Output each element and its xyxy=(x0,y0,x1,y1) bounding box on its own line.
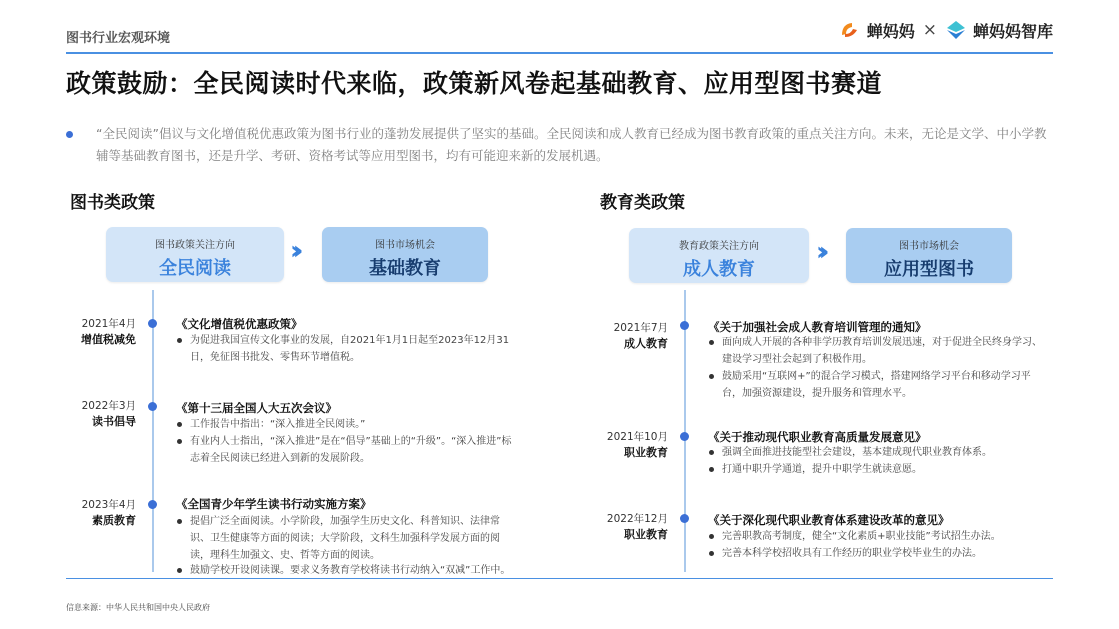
right-entry-policy: 《关于深化现代职业教育体系建设改革的意见》 xyxy=(708,513,950,527)
left-entry-date xyxy=(66,316,136,348)
zhiku-logo-icon xyxy=(945,19,967,41)
left-opportunity-value: 基础教育 xyxy=(369,258,441,279)
bullet-dot-icon xyxy=(709,534,714,539)
source-note: 信息来源：中华人民共和国中央人民政府 xyxy=(66,603,210,612)
right-entry-bullet xyxy=(722,528,1044,545)
left-opportunity-caption: 图书市场机会 xyxy=(375,240,435,251)
right-entry-date xyxy=(596,320,668,352)
intro-paragraph: “全民阅读”倡议与文化增值税优惠政策为图书行业的蓬勃发展提供了坚实的基础。全民阅读和成人教育已经成为图书教育政策的重点关注方向。未来，无论是文学、中小学教辅等基础教育图书，还是升学、考研、资格考试等应用型图书，均有可能迎来新的发展机遇。 xyxy=(96,126,1047,163)
right-entry-policy: 《关于推动现代职业教育高质量发展意见》 xyxy=(708,430,927,444)
left-entry-tag: 素质教育 xyxy=(92,514,136,527)
left-entry-policy: 《第十三届全国人大五次会议》 xyxy=(176,401,337,415)
bullet-text: 面向成人开展的各种非学历教育培训发展迅速，对于促进全民终身学习、建设学习型社会起到了积极作用。 xyxy=(722,337,1042,365)
right-entry-tag: 成人教育 xyxy=(624,337,668,350)
left-entry-date-text: 2022年3月 xyxy=(81,400,136,412)
left-entry-bullet xyxy=(190,416,510,433)
intro-bullet-icon xyxy=(66,131,73,138)
right-entry-bullet xyxy=(722,444,1044,461)
bullet-text: 有业内人士指出，“深入推进”是在“倡导”基础上的“升级”。“深入推进”标志着全民阅读已经进入到新的发展阶段。 xyxy=(190,436,512,464)
bullet-dot-icon xyxy=(177,568,182,573)
right-entry-tag: 职业教育 xyxy=(624,446,668,459)
bullet-dot-icon xyxy=(177,519,182,524)
bullet-dot-icon xyxy=(709,551,714,556)
left-entry-date-text: 2023年4月 xyxy=(81,499,136,511)
bullet-dot-icon xyxy=(177,338,182,343)
logo-left-text: 蝉妈妈 xyxy=(866,21,915,41)
left-focus-caption: 图书政策关注方向 xyxy=(155,240,235,251)
left-entry-date-text: 2021年4月 xyxy=(81,318,136,330)
bullet-text: 鼓励学校开设阅读课。要求义务教育学校将读书行动纳入“双减”工作中。 xyxy=(190,565,511,576)
section-label: 图书行业宏观环境 xyxy=(66,31,171,46)
left-entry-bullet xyxy=(190,562,530,579)
right-opportunity-caption: 图书市场机会 xyxy=(899,241,959,252)
bullet-text: 为促进我国宣传文化事业的发展，自2021年1月1日起至2023年12月31日，免征图书批发、零售环节增值税。 xyxy=(190,335,510,363)
left-timeline-dot xyxy=(148,319,157,328)
right-entry-bullet xyxy=(722,368,1044,402)
left-entry-tag: 增值税减免 xyxy=(81,333,136,346)
right-entry-policy: 《关于加强社会成人教育培训管理的通知》 xyxy=(708,320,927,334)
left-chevron-icon: ›› xyxy=(290,236,296,266)
brand-logo xyxy=(839,16,1053,44)
right-entry-date-text: 2021年7月 xyxy=(613,322,668,334)
chanmama-logo-icon xyxy=(839,19,861,41)
left-focus-value: 全民阅读 xyxy=(159,258,231,279)
left-entry-bullet xyxy=(190,433,520,467)
left-focus-box xyxy=(106,227,284,282)
left-opportunity-box xyxy=(322,227,488,282)
logo-right-text: 蝉妈妈智库 xyxy=(972,21,1053,41)
left-entry-date xyxy=(66,398,136,430)
bullet-dot-icon xyxy=(177,439,182,444)
right-chevron-icon: ›› xyxy=(816,237,822,267)
right-focus-box xyxy=(629,228,809,283)
left-column-heading: 图书类政策 xyxy=(70,193,155,213)
left-entry-policy: 《文化增值税优惠政策》 xyxy=(176,317,303,331)
right-timeline-dot xyxy=(680,432,689,441)
left-entry-tag: 读书倡导 xyxy=(92,415,136,428)
bullet-dot-icon xyxy=(709,374,714,379)
left-entry-date xyxy=(66,497,136,529)
bullet-dot-icon xyxy=(709,450,714,455)
right-entry-date xyxy=(596,511,668,543)
right-timeline-dot xyxy=(680,321,689,330)
right-column-heading: 教育类政策 xyxy=(600,193,685,213)
right-opportunity-box xyxy=(846,228,1012,283)
left-entry-bullet xyxy=(190,513,512,564)
left-timeline-dot xyxy=(148,500,157,509)
right-entry-tag: 职业教育 xyxy=(624,528,668,541)
footer-divider xyxy=(66,578,1053,579)
right-timeline-dot xyxy=(680,514,689,523)
logo-separator: × xyxy=(922,20,937,40)
right-focus-caption: 教育政策关注方向 xyxy=(679,241,759,252)
right-entry-date xyxy=(596,429,668,461)
right-opportunity-value: 应用型图书 xyxy=(884,259,974,280)
bullet-dot-icon xyxy=(177,422,182,427)
bullet-text: 提倡广泛全面阅读。小学阶段，加强学生历史文化、科普知识、法律常识、卫生健康等方面的阅读；大学阶段，文科生加强科学发展方面的阅读，理科生加强文、史、哲等方面的阅读。 xyxy=(190,516,500,561)
bullet-text: 鼓励采用“互联网+”的混合学习模式，搭建网络学习平台和移动学习平台，加强资源建设，提升服务和管理水平。 xyxy=(722,371,1031,399)
left-timeline-dot xyxy=(148,402,157,411)
left-entry-bullet xyxy=(190,332,510,366)
left-timeline-line xyxy=(152,290,154,572)
bullet-text: 强调全面推进技能型社会建设，基本建成现代职业教育体系。 xyxy=(722,447,992,458)
right-entry-date-text: 2021年10月 xyxy=(606,431,668,443)
bullet-dot-icon xyxy=(709,340,714,345)
bullet-text: 完善本科学校招收具有工作经历的职业学校毕业生的办法。 xyxy=(722,548,982,559)
header-divider xyxy=(66,52,1053,54)
right-focus-value: 成人教育 xyxy=(683,259,755,280)
bullet-text: 工作报告中指出：“深入推进全民阅读。” xyxy=(190,419,366,430)
right-timeline-line xyxy=(684,290,686,572)
page-title: 政策鼓励：全民阅读时代来临，政策新风卷起基础教育、应用型图书赛道 xyxy=(66,69,883,98)
right-entry-bullet xyxy=(722,461,1044,478)
left-entry-policy: 《全国青少年学生读书行动实施方案》 xyxy=(176,497,372,511)
bullet-text: 打通中职升学通道，提升中职学生就读意愿。 xyxy=(722,464,922,475)
right-entry-date-text: 2022年12月 xyxy=(606,513,668,525)
right-entry-bullet xyxy=(722,545,1044,562)
bullet-text: 完善职教高考制度，健全“文化素质+职业技能”考试招生办法。 xyxy=(722,531,1001,542)
right-entry-bullet xyxy=(722,334,1044,368)
bullet-dot-icon xyxy=(709,467,714,472)
